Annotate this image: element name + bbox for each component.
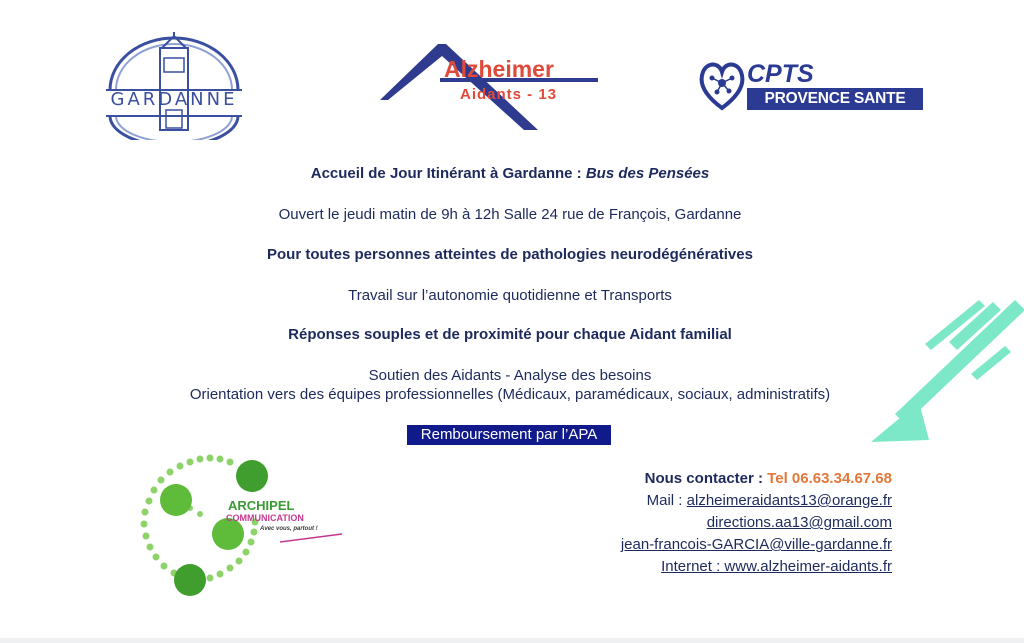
heart-network-icon [697, 58, 747, 114]
opening-hours: Ouvert le jeudi matin de 9h à 12h Salle 24 rue de François, Gardanne [278, 206, 742, 223]
cpts-logo-subtitle: PROVENCE SANTE [747, 88, 923, 110]
cpts-logo-title: CPTS [747, 60, 814, 88]
gardanne-emblem-icon [100, 30, 248, 140]
work-line: Travail sur l’autonomie quotidienne et Transports [348, 287, 672, 304]
bottom-divider [0, 638, 1024, 643]
apa-highlight: Remboursement par l’APA [407, 425, 611, 445]
archipel-logo-title: ARCHIPEL [228, 498, 295, 513]
alzheimer-logo-title: Alzheimer [444, 56, 554, 82]
contact-block [532, 468, 892, 578]
email-link-garcia[interactable]: jean-francois-GARCIA@ville-gardanne.fr [620, 536, 892, 553]
archipel-logo-tagline: Avec vous, partout ! [260, 526, 318, 532]
archipel-logo-subtitle: COMMUNICATION [226, 513, 304, 523]
contact-phone[interactable]: Tel 06.63.34.67.68 [767, 470, 892, 487]
website-link[interactable]: Internet : www.alzheimer-aidants.fr [661, 558, 892, 575]
archipel-logo [130, 450, 350, 600]
cpts-logo [697, 58, 927, 118]
email-link-directions[interactable]: directions.aa13@gmail.com [706, 514, 892, 531]
support-line: Soutien des Aidants - Analyse des besoins [368, 367, 652, 384]
gardanne-logo-text: GARDANNE [110, 89, 238, 110]
gardanne-logo [100, 30, 248, 140]
title-italic-text: Bus des Pensées [585, 165, 710, 182]
contact-heading [532, 468, 892, 490]
mail-label: Mail : [646, 492, 687, 509]
mail-link[interactable]: alzheimeraidants13@orange.fr [686, 492, 892, 509]
archipel-circles-icon [130, 450, 350, 600]
page-title [80, 165, 940, 183]
alzheimer-logo-subtitle: Aidants - 13 [460, 86, 558, 103]
contact-label: Nous contacter : [644, 470, 768, 487]
orientation-line: Orientation vers des équipes professionnelles (Médicaux, paramédicaux, sociaux, administratifs) [189, 386, 831, 403]
title-text: Accueil de Jour Itinérant à Gardanne : [310, 165, 586, 182]
contact-mail-row [532, 490, 892, 512]
audience-line: Pour toutes personnes atteintes de pathologies neurodégénératives [267, 246, 753, 263]
alzheimer-aidants-logo [380, 42, 605, 132]
response-line: Réponses souples et de proximité pour chaque Aidant familial [288, 326, 732, 343]
arrow-down-left-icon [865, 292, 1024, 452]
